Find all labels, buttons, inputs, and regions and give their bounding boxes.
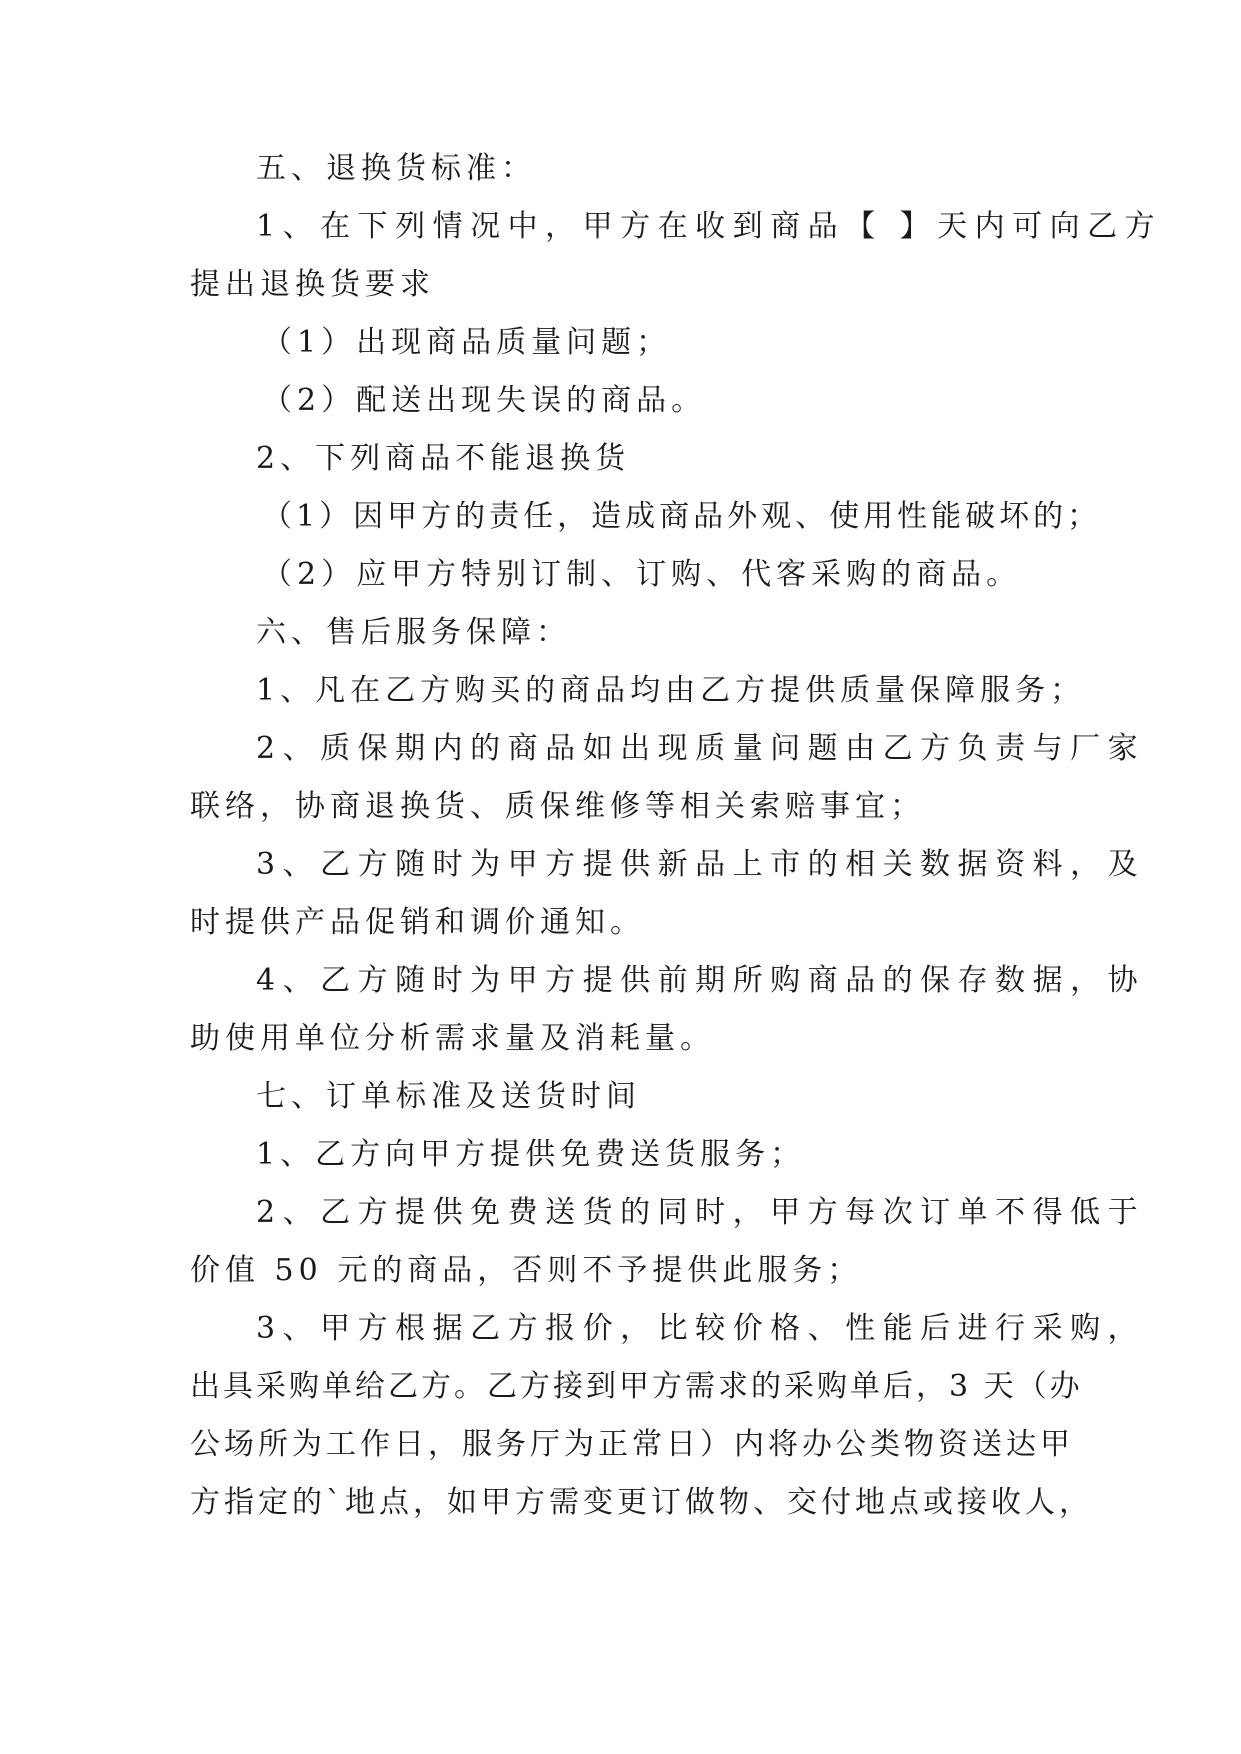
paragraph-line: 3、乙方随时为甲方提供新品上市的相关数据资料，及	[256, 847, 1146, 882]
paragraph-line: 方指定的`地点，如甲方需变更订做物、交付地点或接收人，	[190, 1485, 1093, 1520]
list-item: （2）配送出现失误的商品。	[262, 383, 707, 418]
paragraph-line: 2、下列商品不能退换货	[256, 441, 631, 476]
paragraph-line: 1、乙方向甲方提供免费送货服务；	[256, 1137, 806, 1172]
list-item: （1）因甲方的责任，造成商品外观、使用性能破坏的；	[262, 499, 1102, 534]
paragraph-line: 3、甲方根据乙方报价，比较价格、性能后进行采购，	[256, 1311, 1146, 1346]
paragraph-line: 联络，协商退换货、质保维修等相关索赔事宜；	[190, 789, 925, 824]
section-heading-7: 七、订单标准及送货时间	[256, 1079, 641, 1114]
paragraph-line: 1、在下列情况中，甲方在收到商品【 】天内可向乙方	[256, 209, 1163, 244]
paragraph-line: 2、质保期内的商品如出现质量问题由乙方负责与厂家	[256, 731, 1146, 766]
paragraph-line: 公场所为工作日，服务厅为正常日）内将办公类物资送达甲	[190, 1427, 1074, 1462]
paragraph-line: 时提供产品促销和调价通知。	[190, 905, 645, 940]
section-heading-5: 五、退换货标准：	[256, 151, 536, 186]
paragraph-line: 1、凡在乙方购买的商品均由乙方提供质量保障服务；	[256, 673, 1086, 708]
paragraph-line: 价值 50 元的商品，否则不予提供此服务；	[190, 1253, 863, 1288]
paragraph-line: 2、乙方提供免费送货的同时，甲方每次订单不得低于	[256, 1195, 1146, 1230]
section-heading-6: 六、售后服务保障：	[256, 615, 571, 650]
paragraph-line: 提出退换货要求	[190, 267, 435, 302]
list-item: （1）出现商品质量问题；	[262, 325, 672, 360]
paragraph-line: 助使用单位分析需求量及消耗量。	[190, 1021, 715, 1056]
paragraph-line: 出具采购单给乙方。乙方接到甲方需求的采购单后，3 天（办	[190, 1369, 1083, 1404]
list-item: （2）应甲方特别订制、订购、代客采购的商品。	[262, 557, 1022, 592]
paragraph-line: 4、乙方随时为甲方提供前期所购商品的保存数据，协	[256, 963, 1146, 998]
